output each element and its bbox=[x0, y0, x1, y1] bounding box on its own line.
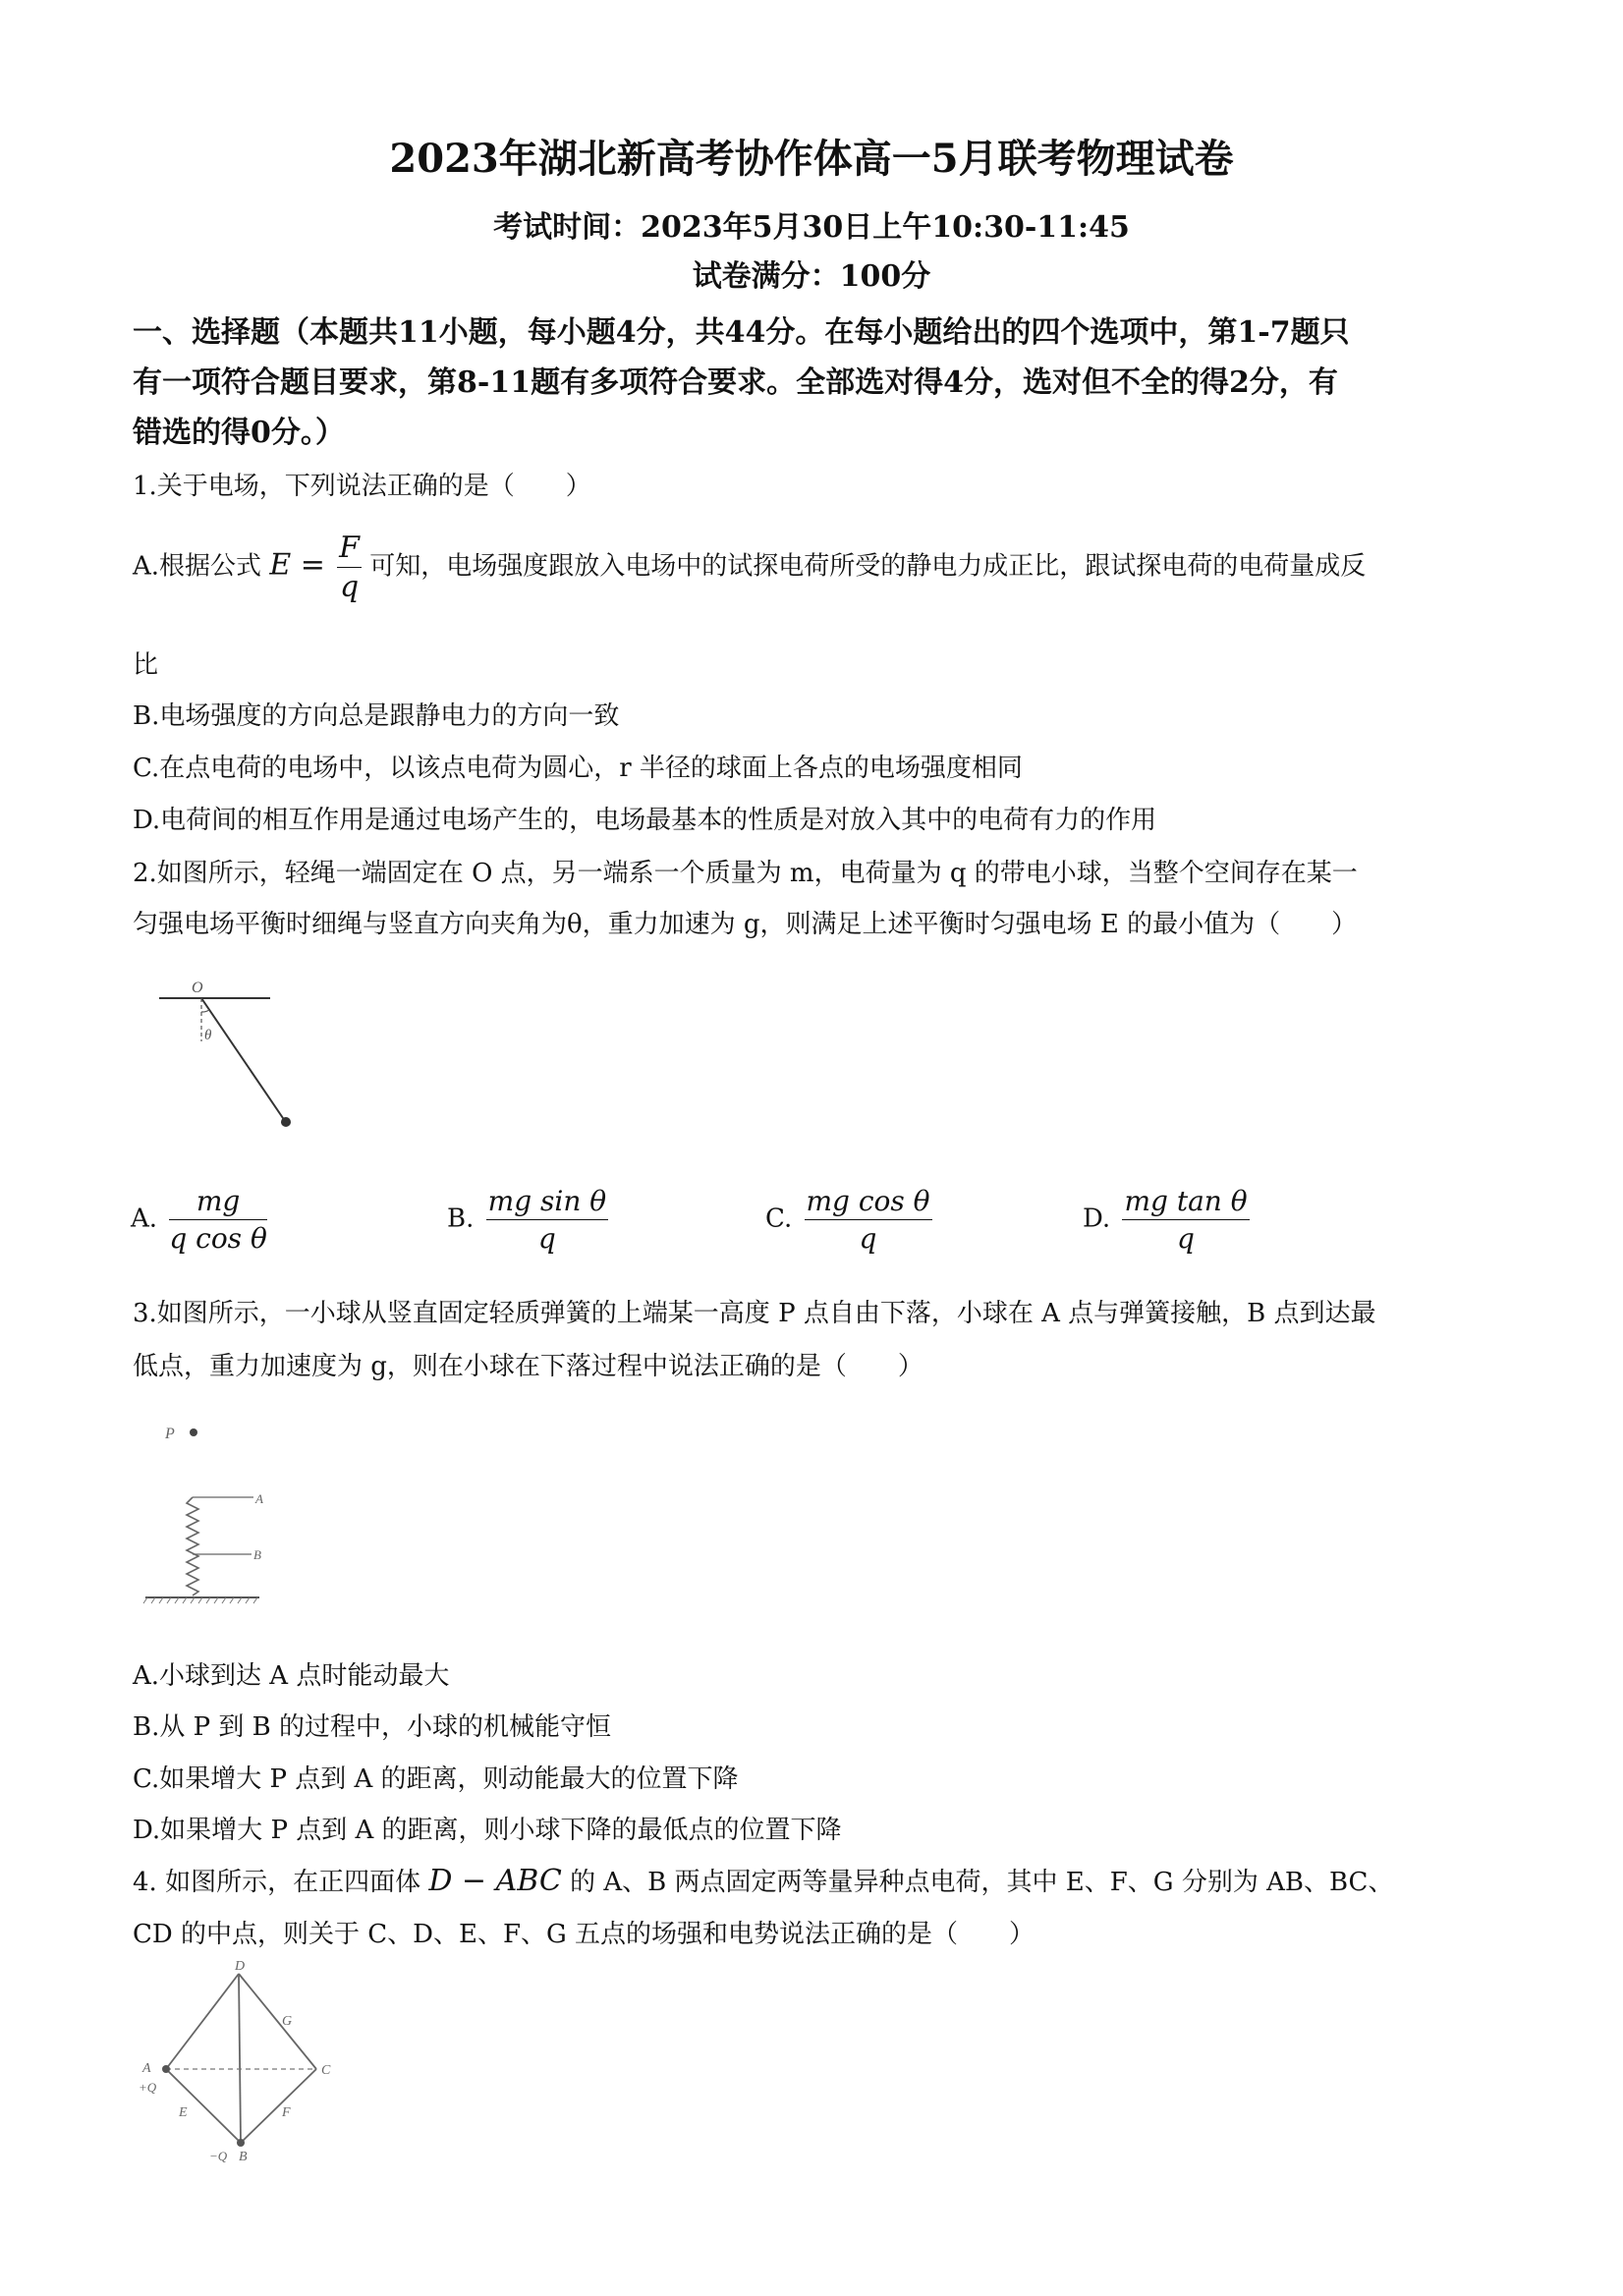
q4-stem-line2: CD 的中点，则关于 C、D、E、F、G 五点的场强和电势说法正确的是（ ） bbox=[133, 1920, 1035, 1949]
q1-option-a-suffix: 可知，电场强度跟放入电场中的试探电荷所受的静电力成正比，跟试探电荷的电荷量成反 bbox=[369, 551, 1367, 582]
q2-option-c bbox=[765, 1185, 932, 1255]
q2-stem-line2: 匀强电场平衡时细绳与竖直方向夹角为θ，重力加速为 g，则满足上述平衡时匀强电场 E 的最小值为（ ） bbox=[133, 910, 1358, 939]
q1-option-b: B.电场强度的方向总是跟静电力的方向一致 bbox=[133, 701, 620, 731]
q2-option-c-den: q bbox=[859, 1222, 877, 1255]
q1-formula-den: q bbox=[339, 570, 360, 604]
q2-option-b bbox=[447, 1185, 608, 1255]
q3-label-a: A bbox=[255, 1491, 263, 1506]
q2-option-b-label: B. bbox=[447, 1204, 475, 1234]
q1-option-a-prefix: A.根据公式 bbox=[133, 551, 262, 582]
q2-angle-arc bbox=[201, 1010, 209, 1012]
q3-label-p: P bbox=[165, 1426, 175, 1442]
q1-option-d: D.电荷间的相互作用是通过电场产生的，电场最基本的性质是对放入其中的电荷有力的作用 bbox=[133, 806, 1157, 835]
q4-label-qa: +Q bbox=[139, 2080, 157, 2095]
page-title: 2023年湖北新高考协作体高一5月联考物理试卷 bbox=[389, 136, 1234, 182]
q4-charge-a bbox=[162, 2065, 170, 2073]
q4-stem-prefix: 4. 如图所示，在正四面体 bbox=[133, 1868, 421, 1897]
q2-option-d-label: D. bbox=[1083, 1204, 1111, 1234]
q4-label-g: G bbox=[282, 2014, 293, 2029]
q4-charge-b bbox=[237, 2139, 245, 2147]
q3-spring bbox=[187, 1497, 198, 1596]
q2-option-d-fraction bbox=[1122, 1185, 1249, 1255]
q4-edge-ab bbox=[166, 2069, 241, 2143]
full-score: 试卷满分：100分 bbox=[692, 259, 931, 294]
q3-label-b: B bbox=[253, 1547, 261, 1562]
q2-string bbox=[201, 998, 285, 1121]
q4-edge-dc bbox=[239, 1974, 316, 2069]
q2-option-a-fraction bbox=[169, 1185, 267, 1255]
q1-option-a-cont: 比 bbox=[133, 650, 159, 680]
q4-label-d: D bbox=[235, 1960, 246, 1974]
q2-stem-line1: 2.如图所示，轻绳一端固定在 O 点，另一端系一个质量为 m，电荷量为 q 的带电小球，当整个空间存在某一 bbox=[133, 859, 1358, 888]
q2-option-a-num: mg bbox=[169, 1185, 267, 1220]
q4-label-f: F bbox=[282, 2105, 291, 2120]
q4-label-qb: −Q bbox=[209, 2149, 228, 2163]
q1-formula-lhs: E = bbox=[269, 547, 325, 583]
q3-stem-line1: 3.如图所示，一小球从竖直固定轻质弹簧的上端某一高度 P 点自由下落，小球在 A 点与弹簧接触，B 点到达最 bbox=[133, 1299, 1376, 1328]
q4-label-b: B bbox=[239, 2150, 248, 2164]
q1-formula-fraction bbox=[337, 531, 362, 604]
q2-option-a bbox=[131, 1185, 267, 1255]
q4-stem-suffix: 的 A、B 两点固定两等量异种点电荷，其中 E、F、G 分别为 AB、BC、 bbox=[570, 1868, 1394, 1897]
q4-edge-db bbox=[239, 1974, 241, 2143]
q1-stem: 1.关于电场，下列说法正确的是（ ） bbox=[133, 472, 591, 501]
q2-option-a-label: A. bbox=[131, 1204, 158, 1234]
section-heading-line2: 有一项符合题目要求，第8-11题有多项符合要求。全部选对得4分，选对但不全的得2分，有 bbox=[133, 365, 1338, 400]
q3-spring-figure bbox=[138, 1415, 275, 1621]
q2-option-b-fraction bbox=[486, 1185, 609, 1255]
q2-option-d-num: mg tan θ bbox=[1122, 1185, 1249, 1220]
section-heading-line1: 一、选择题（本题共11小题，每小题4分，共44分。在每小题给出的四个选项中，第1-7题只 bbox=[133, 315, 1350, 350]
q4-label-c: C bbox=[321, 2063, 331, 2078]
q2-option-d-den: q bbox=[1177, 1222, 1195, 1255]
q1-option-c: C.在点电荷的电场中，以该点电荷为圆心，r 半径的球面上各点的电场强度相同 bbox=[133, 754, 1023, 783]
q2-option-d bbox=[1083, 1185, 1250, 1255]
q2-label-theta: θ bbox=[204, 1028, 212, 1043]
q2-option-b-num: mg sin θ bbox=[486, 1185, 609, 1220]
q4-label-e: E bbox=[179, 2105, 188, 2120]
q4-tetrahedron-figure bbox=[133, 1960, 349, 2166]
q3-stem-line2: 低点，重力加速度为 g，则在小球在下落过程中说法正确的是（ ） bbox=[133, 1352, 923, 1381]
q2-option-c-label: C. bbox=[765, 1204, 793, 1234]
q4-label-a: A bbox=[142, 2061, 151, 2076]
q2-option-b-den: q bbox=[537, 1222, 556, 1255]
q2-label-o: O bbox=[192, 980, 203, 996]
exam-time: 考试时间：2023年5月30日上午10:30-11:45 bbox=[493, 210, 1130, 245]
q3-option-c: C.如果增大 P 点到 A 的距离，则动能最大的位置下降 bbox=[133, 1764, 739, 1794]
section-heading-line3: 错选的得0分。） bbox=[133, 416, 345, 450]
q2-pendulum-figure bbox=[147, 963, 324, 1140]
q1-option-a bbox=[133, 531, 1366, 604]
q4-edge-da bbox=[166, 1974, 239, 2069]
q3-option-a: A.小球到达 A 点时能动最大 bbox=[133, 1661, 450, 1691]
q4-edge-bc bbox=[241, 2069, 316, 2143]
q4-stem-formula: D − ABC bbox=[428, 1864, 562, 1898]
q2-option-c-num: mg cos θ bbox=[805, 1185, 932, 1220]
q4-stem-line1 bbox=[133, 1862, 1393, 1898]
q3-ball bbox=[190, 1428, 197, 1436]
q2-ball bbox=[281, 1117, 291, 1127]
q3-option-b: B.从 P 到 B 的过程中，小球的机械能守恒 bbox=[133, 1712, 612, 1742]
q2-option-a-den: q cos θ bbox=[169, 1222, 267, 1255]
q2-option-c-fraction bbox=[805, 1185, 932, 1255]
q3-option-d: D.如果增大 P 点到 A 的距离，则小球下降的最低点的位置下降 bbox=[133, 1816, 842, 1845]
q1-formula-num: F bbox=[337, 531, 362, 568]
